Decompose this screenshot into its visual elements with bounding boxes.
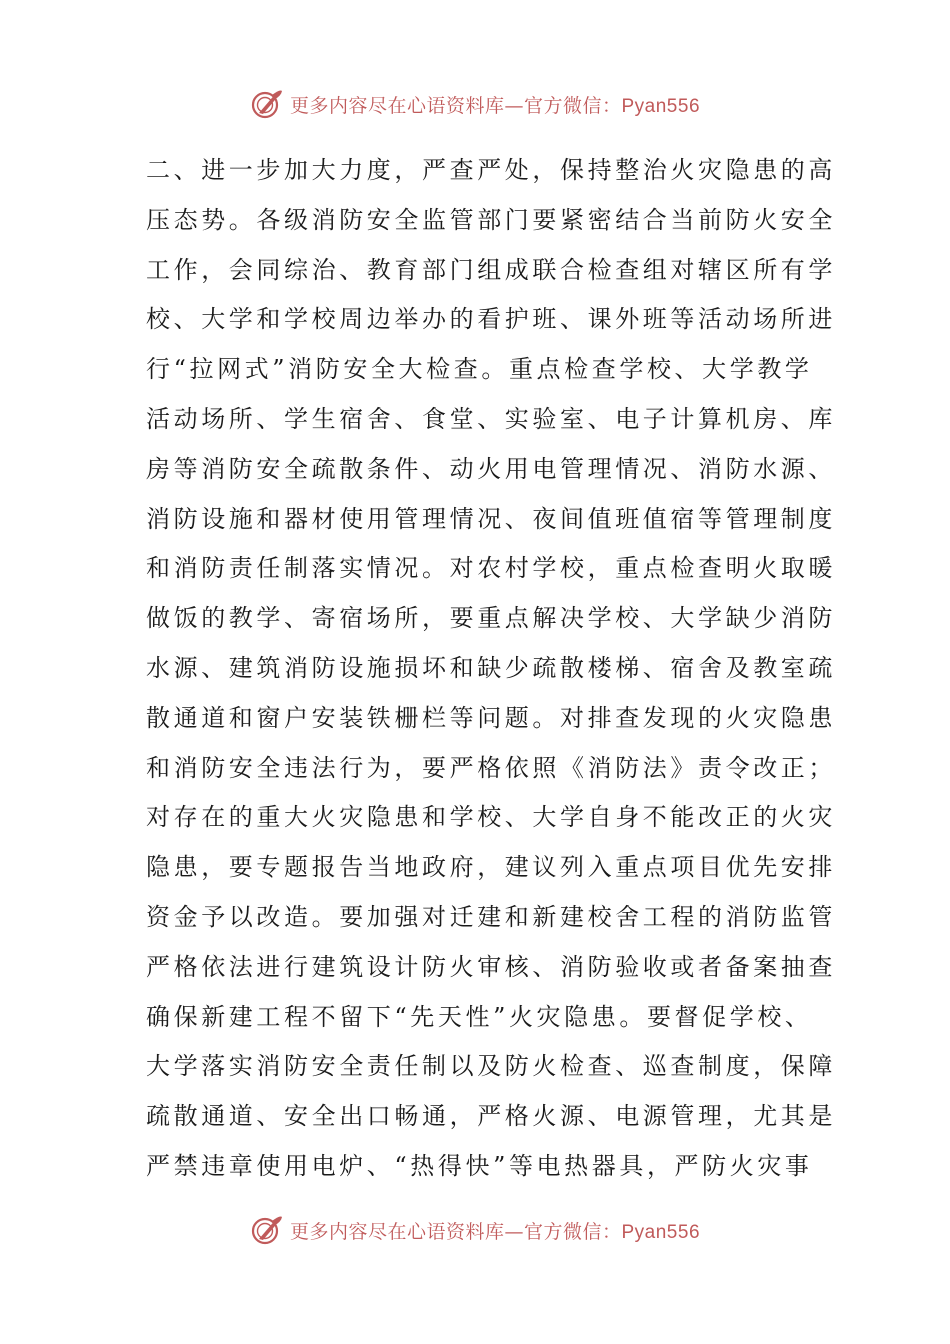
- banner-wechat-id: Pyan556: [621, 1221, 701, 1243]
- paragraph-line: 大学落实消防安全责任制以及防火检查、巡查制度，保障: [146, 1052, 836, 1081]
- banner-text: [290, 91, 700, 118]
- banner-wechat-id: Pyan556: [621, 95, 701, 117]
- paragraph-line: 工作，会同综治、教育部门组成联合检查组对辖区所有学: [146, 255, 836, 284]
- paragraph-line: 确保新建工程不留下“先天性”火灾隐患。要督促学校、: [146, 1002, 813, 1031]
- paragraph-line: 校、大学和学校周边举办的看护班、课外班等活动场所进: [146, 305, 836, 334]
- paragraph-line: 压态势。各级消防安全监管部门要紧密结合当前防火安全: [146, 205, 836, 234]
- paragraph-line: 活动场所、学生宿舍、食堂、实验室、电子计算机房、库: [146, 404, 836, 433]
- paragraph-line: 二、进一步加大力度，严查严处，保持整治火灾隐患的高: [146, 156, 836, 184]
- banner-text: [290, 1217, 700, 1244]
- paragraph-line: 疏散通道、安全出口畅通，严格火源、电源管理，尤其是: [146, 1102, 836, 1131]
- paragraph-line: 做饭的教学、寄宿场所，要重点解决学校、大学缺少消防: [146, 604, 836, 633]
- header-banner: [0, 84, 950, 124]
- quill-pen-logo-icon: [250, 1213, 284, 1247]
- paragraph-line: 资金予以改造。要加强对迁建和新建校舍工程的消防监管: [146, 902, 836, 931]
- paragraph-line: 对存在的重大火灾隐患和学校、大学自身不能改正的火灾: [146, 803, 836, 832]
- paragraph-line: 隐患，要专题报告当地政府，建议列入重点项目优先安排: [146, 853, 836, 882]
- paragraph-line: 和消防安全违法行为，要严格依照《消防法》责令改正；: [146, 753, 836, 782]
- banner-prefix: 更多内容尽在心语资料库—官方微信：: [289, 1220, 622, 1243]
- quill-pen-logo-icon: [250, 87, 284, 121]
- banner-prefix: 更多内容尽在心语资料库—官方微信：: [289, 94, 622, 117]
- paragraph-line: 和消防责任制落实情况。对农村学校，重点检查明火取暖: [146, 554, 836, 583]
- paragraph-line: 行“拉网式”消防安全大检查。重点检查学校、大学教学: [146, 355, 813, 384]
- paragraph-line: 消防设施和器材使用管理情况、夜间值班值宿等管理制度: [146, 504, 836, 533]
- document-body: [146, 146, 836, 1192]
- paragraph-line: 房等消防安全疏散条件、动火用电管理情况、消防水源、: [146, 454, 836, 483]
- paragraph-line: 严禁违章使用电炉、“热得快”等电热器具，严防火灾事: [146, 1151, 813, 1180]
- footer-banner: [0, 1210, 950, 1250]
- paragraph-line: 水源、建筑消防设施损坏和缺少疏散楼梯、宿舍及教室疏: [146, 653, 836, 682]
- paragraph-line: 严格依法进行建筑设计防火审核、消防验收或者备案抽查: [146, 952, 836, 981]
- paragraph-line: 散通道和窗户安装铁栅栏等问题。对排查发现的火灾隐患: [146, 703, 836, 732]
